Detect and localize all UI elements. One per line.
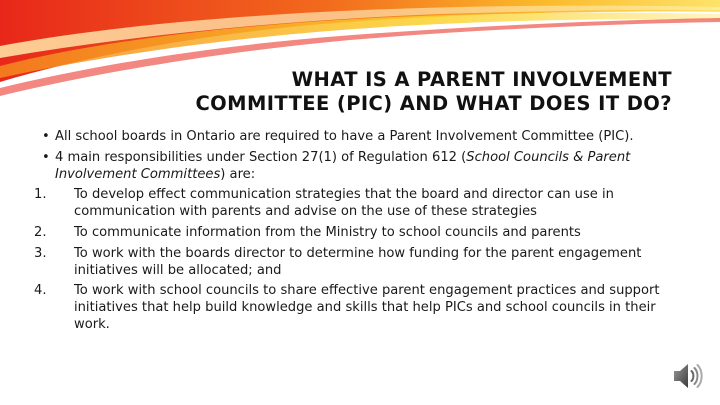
numbered-text: To work with the boards director to determine how funding for the parent engagement initiatives will be allocated; and [74,245,642,278]
bullet-text: All school boards in Ontario are required to have a Parent Involvement Committee (PIC). [55,129,634,144]
number-marker: 4. [34,283,47,299]
numbered-item [34,283,684,333]
numbered-item [34,246,684,280]
bullet-item [34,129,684,146]
number-marker: 1. [34,187,47,203]
bullet-item [34,150,684,184]
numbered-item [34,187,684,221]
regulation-title: School Councils & Parent Involvement Committees [55,149,631,182]
numbered-text: To work with school councils to share effective parent engagement practices and support initiatives that help build knowledge and skills that help PICs and school councils in their work. [74,283,660,332]
speaker-icon[interactable] [672,361,704,391]
numbered-item [34,225,684,242]
number-marker: 3. [34,245,47,261]
bullet-text-end: ) are: [220,166,256,182]
slide-title-line-1: WHAT IS A PARENT INVOLVEMENT [291,68,672,91]
bullet-marker: • [42,149,50,165]
numbered-text: To develop effect communication strategies that the board and director can use in communication with parents and advise on the use of these strategies [74,187,614,220]
slide-body [34,129,684,338]
slide-title-line-2: COMMITTEE (PIC) AND WHAT DOES IT DO? [195,92,672,115]
bullet-text-start: 4 main responsibilities under Section 27(1) of Regulation 612 ( [55,149,467,165]
bullet-marker: • [42,129,50,144]
slide-title [112,68,672,116]
numbered-text: To communicate information from the Ministry to school councils and parents [74,224,581,240]
number-marker: 2. [34,224,47,240]
